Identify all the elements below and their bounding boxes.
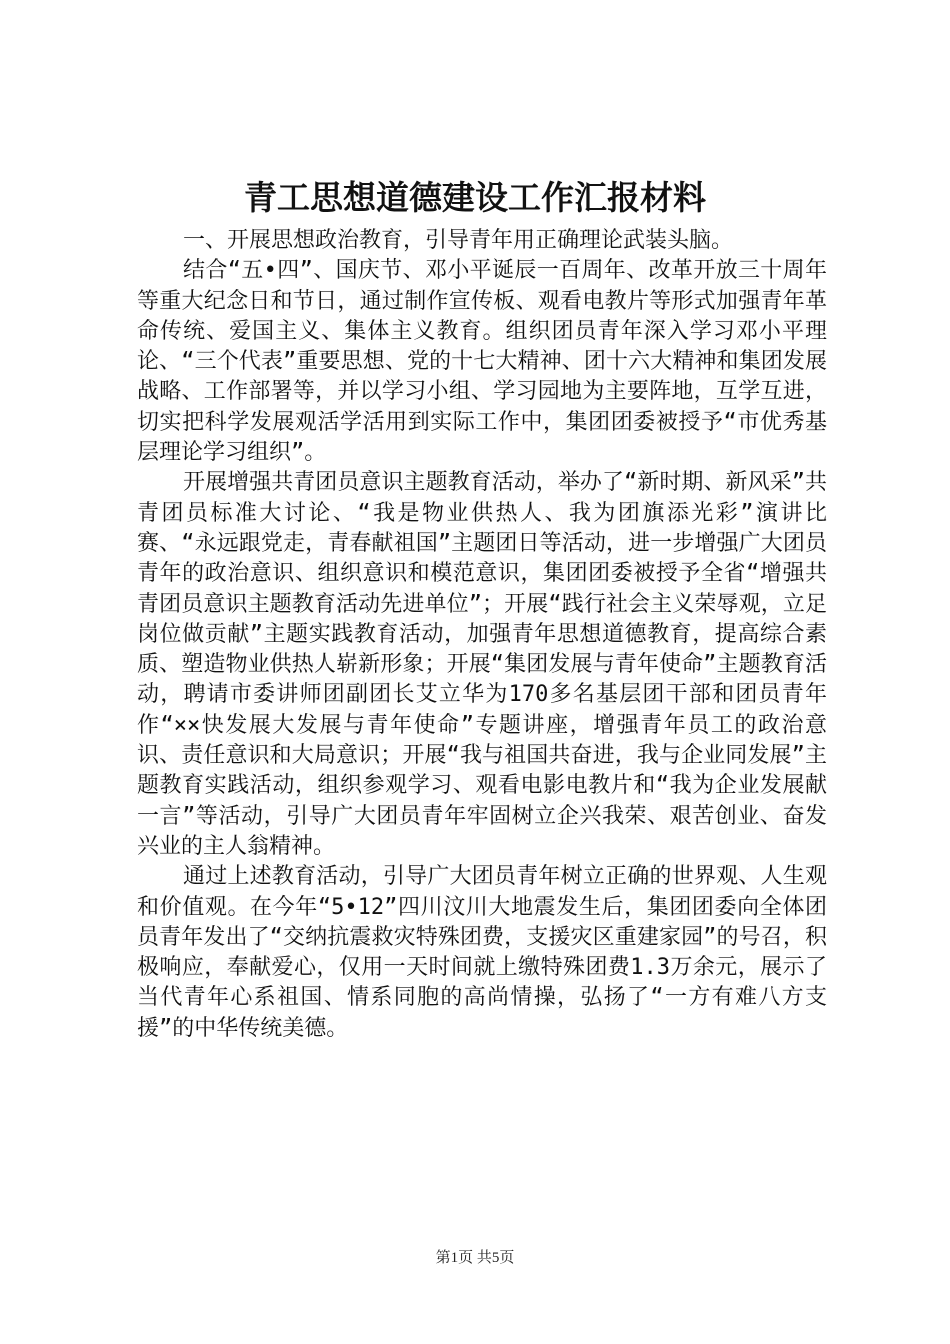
paragraph: 开展增强共青团员意识主题教育活动，举办了“新时期、新风采”共青团员标准大讨论、“我是物业供热人、我为团旗添光彩”演讲比赛、“永远跟党走，青春献祖国”主题团日等活动，进一步增强广大团员青年的政治意识、组织意识和模范意识，集团团委被授予全省“增强共青团员意识主题教育活动先进单位”；开展“践行社会主义荣辱观，立足岗位做贡献”主题实践教育活动，加强青年思想道德教育，提高综合素质、塑造物业供热人崭新形象；开展“集团发展与青年使命”主题教育活动，聘请市委讲师团副团长艾立华为170多名基层团干部和团员青年作“××快发展大发展与青年使命”专题讲座，增强青年员工的政治意识、责任意识和大局意识；开展“我与祖国共奋进，我与企业同发展”主题教育实践活动，组织参观学习、观看电影电教片和“我为企业发展献一言”等活动，引导广大团员青年牢固树立企兴我荣、艰苦创业、奋发兴业的主人翁精神。 xyxy=(137,470,827,859)
paragraph: 通过上述教育活动，引导广大团员青年树立正确的世界观、人生观和价值观。在今年“5•12”四川汶川大地震发生后，集团团委向全体团员青年发出了“交纳抗震救灾特殊团费，支援灾区重建家园”的号召，积极响应，奉献爱心，仅用一天时间就上缴特殊团费1.3万余元，展示了当代青年心系祖国、情系同胞的高尚情操，弘扬了“一方有难八方支援”的中华传统美德。 xyxy=(137,864,827,1041)
paragraph-heading: 一、开展思想政治教育，引导青年用正确理论武装头脑。 xyxy=(183,228,734,253)
document-body xyxy=(137,226,827,1044)
page-number-footer: 第1页 共5页 xyxy=(435,1250,515,1266)
paragraph: 结合“五•四”、国庆节、邓小平诞辰一百周年、改革开放三十周年等重大纪念日和节日，通过制作宣传板、观看电教片等形式加强青年革命传统、爱国主义、集体主义教育。组织团员青年深入学习邓小平理论、“三个代表”重要思想、党的十七大精神、团十六大精神和集团发展战略、工作部署等，并以学习小组、学习园地为主要阵地，互学互进，切实把科学发展观活学活用到实际工作中，集团团委被授予“市优秀基层理论学习组织”。 xyxy=(137,258,827,466)
document-title: 青工思想道德建设工作汇报材料 xyxy=(244,178,706,217)
